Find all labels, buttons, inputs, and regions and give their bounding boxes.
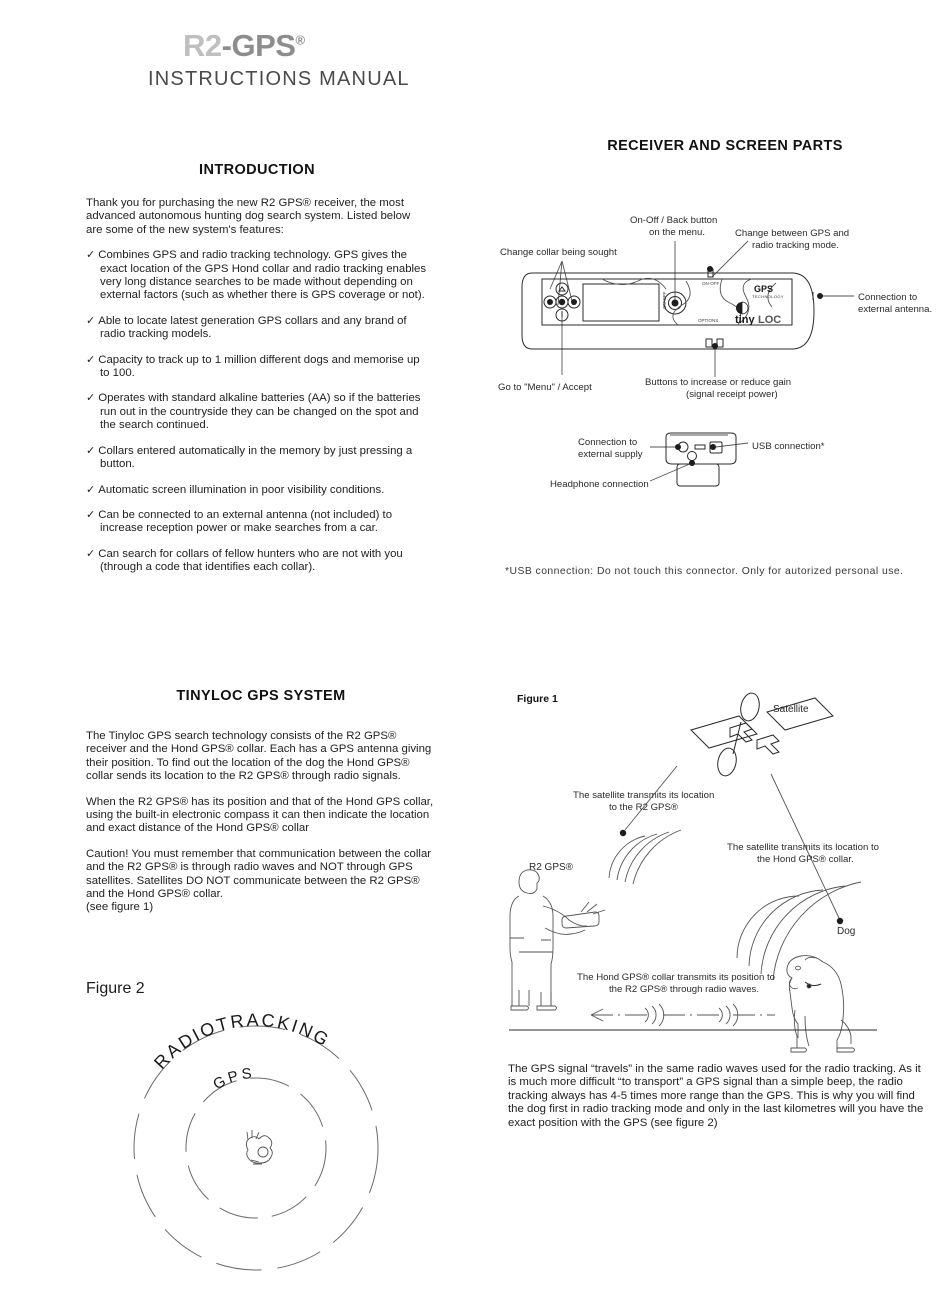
label-sat-to-collar-line2: the Hond GPS® collar. [757,854,854,865]
tinyloc-paragraph: Caution! You must remember that communication between the collar and the R2 GPS® is through radio waves and NOT through GPS satellites. Satellites DO NOT communicate between the R2 GPS® and the Hond GPS® collar. [86,847,432,901]
usb-footnote: *USB connection: Do not touch this connector. Only for autorized personal use. [505,566,904,577]
logo-r2-text: R2 [183,28,222,63]
label-onoff-line2: on the menu. [649,227,706,238]
introduction-section [86,162,428,587]
label-ext-antenna-line1: Connection to [858,292,918,303]
radio-wave-arrow [591,1004,775,1026]
feature-bullet-text: Combines GPS and radio tracking technology. GPS gives the exact location of the GPS Hond collar and radio tracking enables very long distance searches to be made without depending on external factors (such as whether there is GPS coverage or not). [98,249,427,302]
check-icon: ✓ [86,483,96,496]
label-headphone: Headphone connection [550,479,649,490]
product-logo [183,28,305,64]
tinyloc-see-figure: (see figure 1) [86,901,154,914]
label-usb: USB connection* [752,441,825,452]
feature-bullet-text: Automatic screen illumination in poor visibility conditions. [98,483,385,496]
device-port-onoff-text: ON-OFF [662,291,667,309]
label-sat-to-r2-line1: The satellite transmits its location [573,790,715,801]
feature-bullet-text: Can search for collars of fellow hunters who are not with you (through a code that identifies each collar). [98,547,403,574]
connector-diagram [520,425,920,525]
label-r2-gps: R2 GPS® [529,862,574,873]
check-icon: ✓ [86,508,96,521]
receiver-radio-waves [609,830,681,884]
gps-signal-paragraph: The GPS signal “travels” in the same radio waves used for the radio tracking. As it is much more difficult “to transport” a GPS signal than a simple beep, the radio tracking always has 4-5 times more range than the GPS. This is why you will find the dog first in radio tracking mode and only in the last kilometres will you have the exact position with the GPS (see figure 2) [508,1063,924,1129]
feature-bullet [86,484,428,497]
feature-bullet [86,354,428,381]
feature-bullet-text: Can be connected to an external antenna (not included) to increase reception power or make searches from a car. [98,508,393,535]
label-onoff-line1: On-Off / Back button [630,215,718,226]
tinyloc-heading: TINYLOC GPS SYSTEM [176,688,346,704]
figure1-diagram [505,690,945,1035]
logo-gps-text: -GPS [221,28,296,63]
center-hunter-sketch [246,1130,272,1164]
check-icon: ✓ [86,314,96,327]
brand-loc-text: LOC [758,314,782,326]
feature-bullet [86,445,428,472]
dog-label: Dog [837,926,856,937]
feature-bullet [86,509,428,536]
introduction-heading: INTRODUCTION [199,162,315,178]
label-change-collar: Change collar being sought [500,247,617,258]
label-sat-to-r2-line2: to the R2 GPS® [609,802,678,813]
receiver-section-header [505,138,945,154]
feature-bullet-text: Collars entered automatically in the memory by just pressing a button. [98,444,413,471]
label-gain-line1: Buttons to increase or reduce gain [645,377,792,388]
label-ext-supply-line1: Connection to [578,437,638,448]
label-collar-transmits-line1: The Hond GPS® collar transmits its position to [577,972,775,983]
logo-registered-mark: ® [295,32,305,48]
device-port-top-text: ON-OFF [702,281,720,286]
gps-signal-section [508,1063,928,1142]
tinyloc-paragraph: When the R2 GPS® has its position and that of the Hond GPS collar, using the built-in electronic compass it can then indicate the location and exact distance of the Hond GPS® collar [86,795,434,835]
feature-bullet-text: Capacity to track up to 1 million different dogs and memorise up to 100. [98,353,420,380]
introduction-paragraph: Thank you for purchasing the new R2 GPS® receiver, the most advanced autonomous hunting dog search system. Listed below are some of the new system's features: [86,197,411,236]
page-title: INSTRUCTIONS MANUAL [148,68,410,90]
figure2-diagram [96,1000,426,1275]
label-change-mode-line1: Change between GPS and [735,228,850,239]
receiver-heading: RECEIVER AND SCREEN PARTS [607,138,843,154]
feature-bullet-text: Operates with standard alkaline batteries (AA) so if the batteries run out in the countryside they can be changed on the spot and the search continued. [98,392,421,432]
check-icon: ✓ [86,444,96,457]
figure2-label: Figure 2 [86,980,145,997]
page-header [0,0,950,110]
label-sat-to-collar-line1: The satellite transmits its location to [727,842,879,853]
label-menu-accept: Go to "Menu" / Accept [498,382,592,393]
figure1-label: Figure 1 [517,693,558,705]
brand-gps-text: GPS [754,284,774,294]
label-ext-supply-line2: external supply [578,449,643,460]
satellite-label: Satellite [773,704,809,715]
check-icon: ✓ [86,392,96,405]
feature-bullet [86,315,428,342]
label-ext-antenna-line2: external antenna. [858,304,933,315]
tinyloc-section [86,688,436,927]
check-icon: ✓ [86,547,96,560]
check-icon: ✓ [86,353,96,366]
outer-ring-label: RADIOTRACKING [150,1009,334,1073]
tinyloc-paragraph: The Tinyloc GPS search technology consists of the R2 GPS® receiver and the Hond GPS® collar. Each has a GPS antenna giving their position. To find out the location of the dog the Hond GPS® collar sends its location to the R2 GPS® through radio signals. [86,730,432,783]
label-collar-transmits-line2: the R2 GPS® through radio waves. [609,984,759,995]
inner-ring-circle [186,1078,326,1218]
receiver-diagram [490,205,950,405]
brand-tiny-text: tiny [735,314,755,326]
check-icon: ✓ [86,249,96,262]
dog-figure [787,956,855,1052]
feature-bullet [86,392,428,432]
satellite-icon [691,691,833,777]
inner-ring-label: GPS [210,1064,256,1094]
feature-bullet-text: Able to locate latest generation GPS collars and any brand of radio tracking models. [98,314,407,341]
feature-bullet [86,249,428,303]
device-port-bottom-text: OPTIONS [698,318,719,323]
feature-bullet [86,548,428,575]
brand-technology-text: TECHNOLOGY [752,294,785,299]
label-gain-line2: (signal receipt power) [686,389,778,400]
label-change-mode-line2: radio tracking mode. [752,240,839,251]
hunter-figure [510,870,605,1010]
